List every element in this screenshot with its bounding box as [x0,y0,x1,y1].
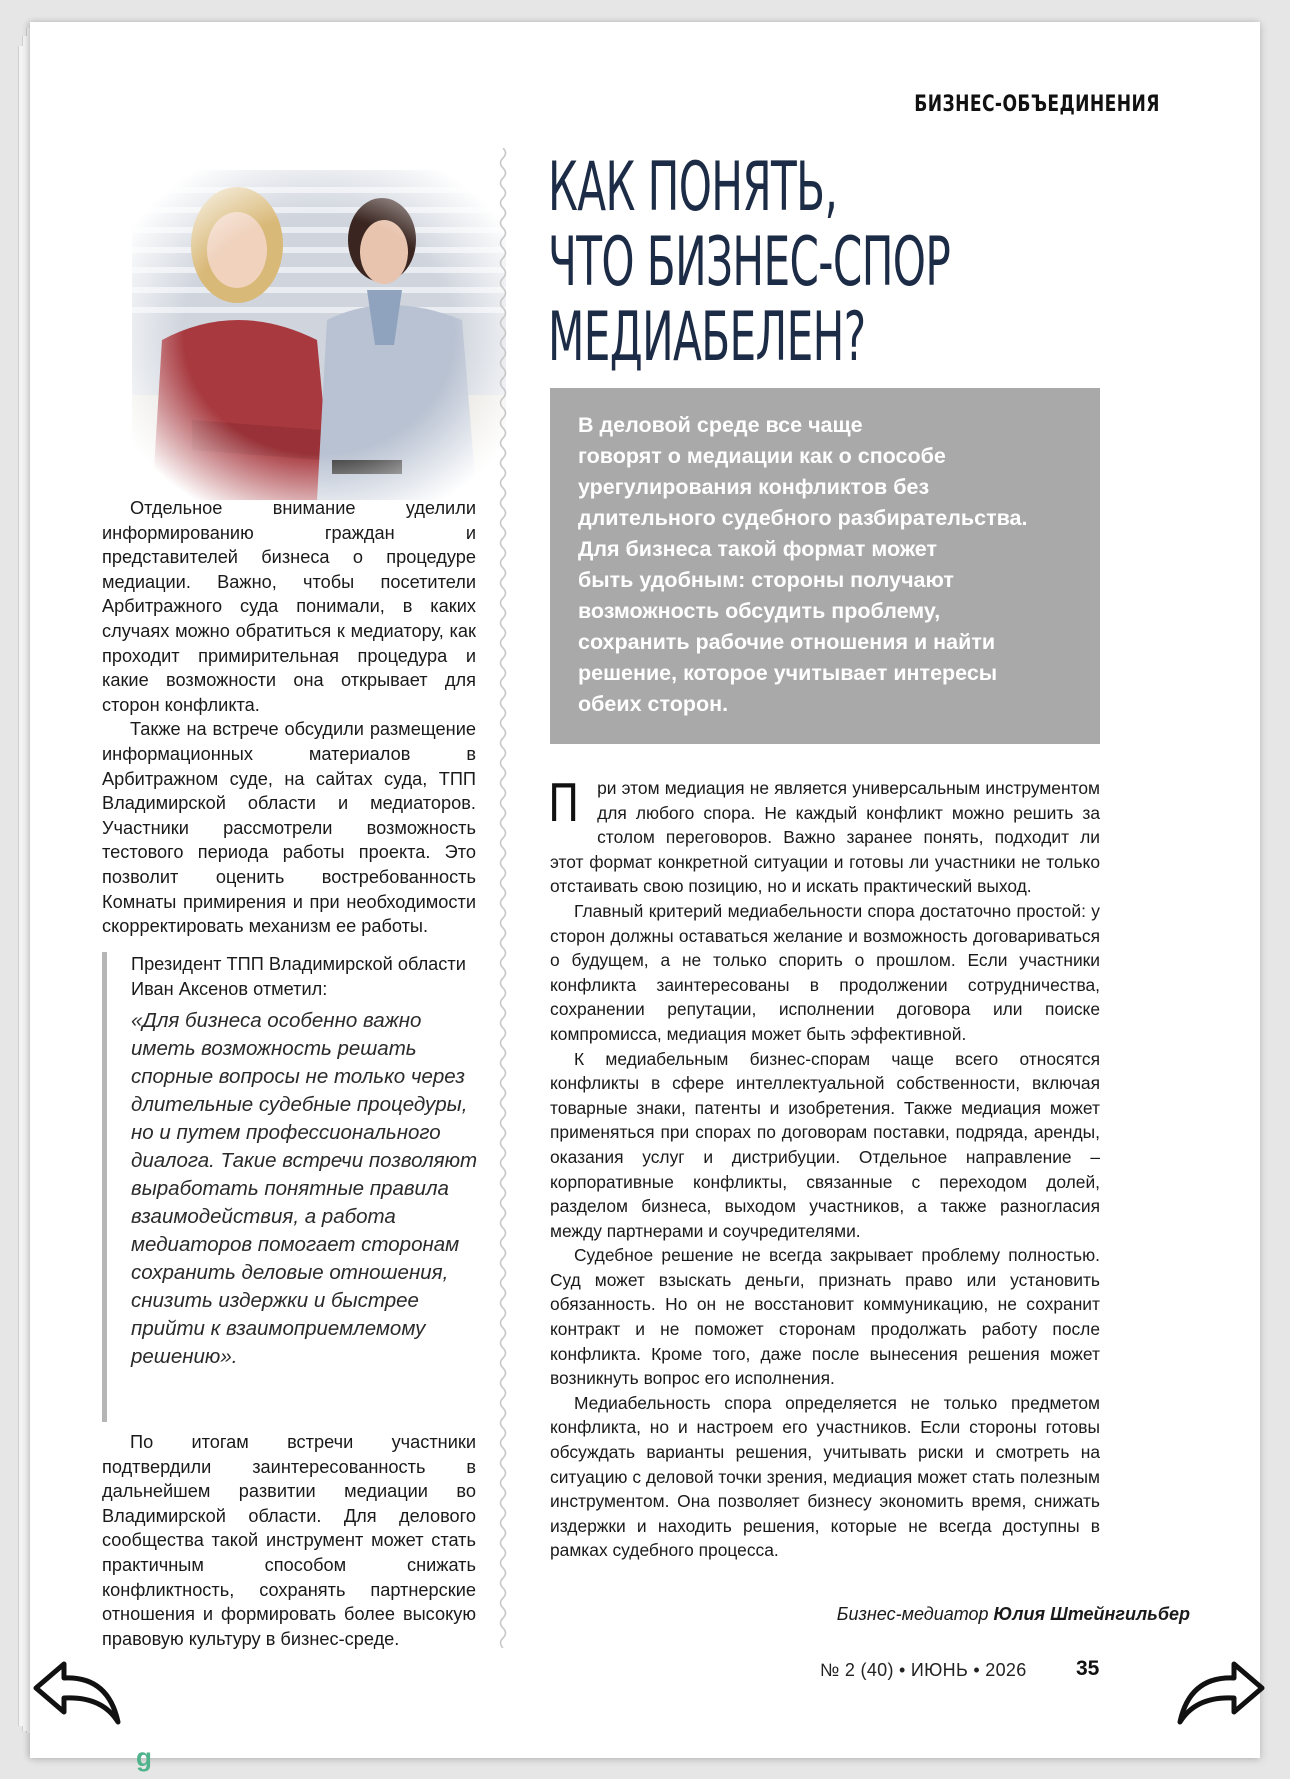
paragraph: Отдельное внимание уделили информированию граждан и представителей бизнеса о процедуре медиации. Важно, чтобы посетители Арбитражного суда понимали, в каких случаях можно обратиться к медиатору, как проходит примирительная процедура и какие возможности она открывает для сторон конфликта. [102,498,476,715]
column-divider [497,148,509,1648]
lead-line: урегулирования конфликтов без [578,475,930,499]
article-photo [132,170,506,500]
forward-arrow-icon[interactable] [1172,1656,1268,1728]
right-column-text [550,776,1100,1563]
quote-intro: Президент ТПП Владимирской области Иван Аксенов отметил: [131,954,466,999]
paragraph-text: ри этом медиация не является универсальным инструментом для любого спора. Не каждый конфликт можно решить за столом переговоров. Важно заранее понять, подходит ли этот формат конкретной ситуации и готовы ли участники не только отстаивать свою позицию, но и искать практический выход. [550,778,1100,897]
lead-line: быть удобным: стороны получают [578,568,954,592]
page-number: 35 [1076,1657,1100,1680]
lead-line: Для бизнеса такой формат может [578,537,938,561]
byline [837,1604,1190,1625]
byline-name: Юлия Штейнгильбер [993,1604,1190,1624]
paragraph: Главный критерий медиабельности спора достаточно простой: у сторон должны оставаться желание и возможность договариваться о будущем, а не только спорить о прошлом. Если участники конфликта заинтересованы в продолжении сотрудничества, сохранении репутации, исполнении договора или поиске компромисса, медиация может быть эффективной. [550,900,1100,1044]
issue-info: № 2 (40) • ИЮНЬ • 2026 [820,1660,1027,1680]
back-arrow-icon[interactable] [30,1656,126,1728]
next-page-peek: g [136,1742,152,1772]
paragraph [550,776,1100,899]
paragraph: Также на встрече обсудили размещение информационных материалов в Арбитражном суде, на сайтах суда, ТПП Владимирской области и медиаторов. Участники рассмотрели возможность тестового периода работы проекта. Это позволит оценить востребованность Комнаты примирения и при необходимости скорректировать механизм ее работы. [102,719,476,937]
paragraph: Судебное решение не всегда закрывает проблему полностью. Суд может взыскать деньги, признать право или установить обязанность. Но он не восстановит коммуникацию, не сохранит контракт и не поможет сторонам продолжать работу после конфликта. Кроме того, даже после вынесения решения может возникнуть вопрос его исполнения. [550,1245,1100,1389]
lead-line: возможность обсудить проблему, [578,599,941,623]
title-line: ЧТО БИЗНЕС-СПОР [548,223,951,302]
title-line: МЕДИАБЕЛЕН? [548,298,866,377]
paragraph: К медиабельным бизнес-спорам чаще всего относятся конфликты в сфере интеллектуальной собственности, включая товарные знаки, патенты и изобретения. Также медиация может применяться при спорах по договорам поставки, подряда, аренды, оказания услуг и дистрибуции. Отдельное направление – корпоративные конфликты, связанные с переходом долей, разделом бизнеса, выходом участников, а также разногласия между партнерами и соучредителями. [550,1048,1100,1241]
lead-line: длительного судебного разбирательства. [578,506,1028,530]
pull-quote [102,952,481,1422]
left-column-text [102,496,476,939]
byline-role: Бизнес-медиатор [836,1604,994,1624]
title-line: КАК ПОНЯТЬ, [548,148,838,227]
quote-text: «Для бизнеса особенно важно иметь возможность решать спорные вопросы не только через длительные судебные процедуры, но и путем профессионального диалога. Такие встречи позволяют выработать понятные правила взаимодействия, а работа медиаторов помогает сторонам сохранить деловые отношения, снизить издержки и быстрее прийти к взаимоприемлемому решению». [131,1009,478,1369]
lead-line: говорят о медиации как о способе [578,444,946,468]
lead-line: В деловой среде все чаще [578,413,863,437]
lead-line: сохранить рабочие отношения и найти [578,630,996,654]
paragraph: Медиабельность спора определяется не только предметом конфликта, но и настроем его участников. Если стороны готовы обсуждать варианты решения, учитывать риски и смотреть на ситуацию с деловой точки зрения, медиация может стать полезным инструментом. Она позволяет бизнесу экономить время, снижать издержки и находить решения, которые не всегда доступны в рамках судебного процесса. [550,1392,1100,1561]
lead-line: решение, которое учитывает интересы [578,661,998,685]
paragraph: По итогам встречи участники подтвердили заинтересованность в дальнейшем развитии медиации во Владимирской области. Для делового сообщества такой инструмент может стать практичным способом снижать конфликтность, сохранять партнерские отношения и формировать более высокую правовую культуру в бизнес-среде. [102,1432,476,1649]
drop-cap: П [548,774,580,834]
lead-box [550,388,1100,744]
left-column-conclusion [102,1430,476,1651]
section-label: БИЗНЕС-ОБЪЕДИНЕНИЯ [914,92,1160,117]
lead-text [578,410,1078,720]
lead-line: обеих сторон. [578,692,729,716]
article-title [548,148,951,377]
